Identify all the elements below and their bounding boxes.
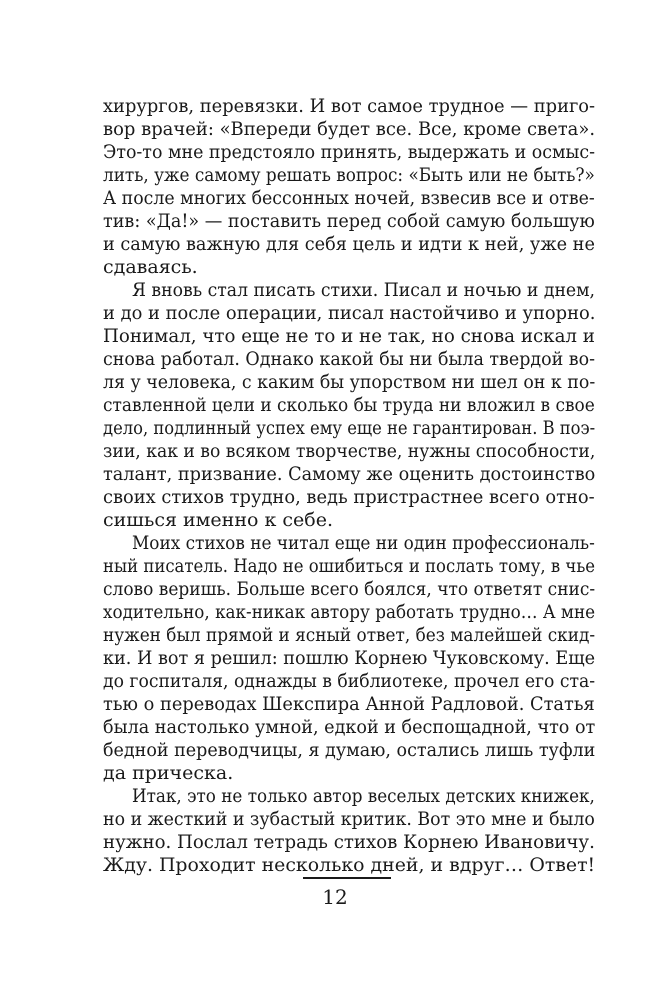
- text-line: сишься именно к себе.: [103, 509, 333, 531]
- text-line: ный писатель. Надо не ошибиться и послать тому, в чье: [103, 555, 596, 577]
- text-line: снова работал. Однако какой бы ни была твердой во-: [103, 348, 595, 370]
- text-line: вор врачей: «Впереди будет все. Все, кроме света».: [103, 118, 596, 140]
- text-line: Я вновь стал писать стихи. Писал и ночью и днем,: [132, 279, 596, 301]
- text-line: ставленной цели и сколько бы труда ни вложил в свое: [103, 394, 595, 416]
- text-line: слово веришь. Больше всего боялся, что ответят снис-: [103, 578, 596, 600]
- text-line: Это-то мне предстояло принять, выдержать и осмыс-: [103, 141, 595, 163]
- text-line: ходительно, как-никак автору работать трудно… А мне: [103, 601, 596, 623]
- text-line: Жду. Проходит несколько дней, и вдруг… Ответ!: [103, 854, 596, 876]
- text-line: до госпиталя, однажды в библиотеке, прочел его ста-: [103, 670, 596, 692]
- text-line: Моих стихов не читал еще ни один профессиональ-: [132, 532, 595, 554]
- text-line: лить, уже самому решать вопрос: «Быть или не быть?»: [103, 164, 595, 186]
- text-line: хирургов, перевязки. И вот самое трудное — приго-: [103, 95, 596, 117]
- text-line: бедной переводчицы, я думаю, остались лишь туфли: [103, 739, 596, 761]
- text-line: тью о переводах Шекспира Анной Радловой. Статья: [103, 693, 595, 715]
- page-number-rule: [303, 877, 391, 879]
- text-line: Понимал, что еще не то и не так, но снова искал и: [103, 325, 595, 347]
- text-line: ки. И вот я решил: пошлю Корнею Чуковскому. Еще: [103, 647, 596, 669]
- text-line: сдаваясь.: [103, 256, 198, 278]
- text-line: зии, как и во всяком творчестве, нужны способности,: [103, 440, 596, 462]
- text-line: талант, призвание. Самому же оценить достоинство: [103, 463, 596, 485]
- text-line: своих стихов трудно, ведь пристрастнее всего отно-: [103, 486, 595, 508]
- text-line: была настолько умной, едкой и беспощадной, что от: [103, 716, 596, 738]
- text-line: нужен был прямой и ясный ответ, без малейшей скид-: [103, 624, 596, 646]
- text-line: дело, подлинный успех ему еще не гарантирован. В поэ-: [103, 417, 596, 439]
- text-line: и самую важную для себя цель и идти к ней, уже не: [103, 233, 595, 255]
- text-line: и до и после операции, писал настойчиво и упорно.: [103, 302, 596, 324]
- text-line: ля у человека, с каким бы упорством ни шел он к по-: [103, 371, 596, 393]
- page-number: 12: [322, 885, 348, 909]
- text-line: но и жесткий и зубастый критик. Вот это мне и было: [103, 808, 595, 830]
- text-line: Итак, это не только автор веселых детских книжек,: [132, 785, 595, 807]
- text-line: А после многих бессонных ночей, взвесив все и отве-: [103, 187, 595, 209]
- text-line: нужно. Послал тетрадь стихов Корнею Ивановичу.: [103, 831, 595, 853]
- text-line: тив: «Да!» — поставить перед собой самую большую: [103, 210, 595, 232]
- text-line: да прическа.: [103, 762, 234, 784]
